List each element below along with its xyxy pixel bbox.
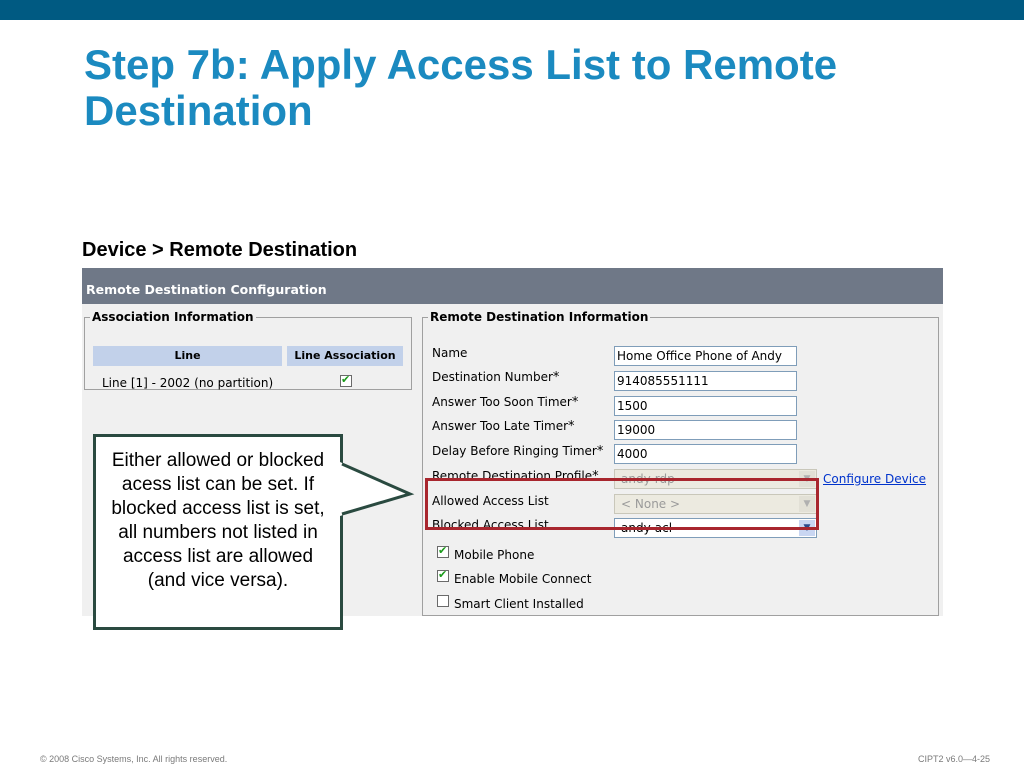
enable-mobile-connect-checkbox[interactable] <box>437 570 449 582</box>
answer-too-late-input[interactable]: 19000 <box>614 420 797 440</box>
required-marker: * <box>568 419 575 434</box>
destination-number-input[interactable]: 914085551111 <box>614 371 797 391</box>
callout-box: Either allowed or blocked acess list can be set. If blocked access list is set, all numbers not listed in access list are allowed (and vice versa). <box>93 434 343 630</box>
rdi-legend: Remote Destination Information <box>430 310 649 324</box>
col-line-header: Line <box>93 346 282 366</box>
callout-pointer <box>338 460 418 520</box>
enable-mobile-connect-label: Enable Mobile Connect <box>454 572 592 586</box>
top-bar <box>0 0 1024 20</box>
delay-before-ringing-input[interactable]: 4000 <box>614 444 797 464</box>
smart-client-installed-label: Smart Client Installed <box>454 597 584 611</box>
line-row-label: Line [1] - 2002 (no partition) <box>102 376 274 390</box>
breadcrumb: Device > Remote Destination <box>82 239 358 261</box>
remote-destination-profile-select[interactable]: andy-rdp ▼ <box>614 469 817 489</box>
copyright: © 2008 Cisco Systems, Inc. All rights reserved. <box>40 754 228 764</box>
mobile-phone-checkbox[interactable] <box>437 546 449 558</box>
association-information-group <box>84 310 412 390</box>
page-header: Remote Destination Configuration <box>82 268 943 304</box>
line-association-checkbox[interactable] <box>340 375 352 387</box>
blocked-access-list-select[interactable]: andy-acl ▼ <box>614 518 817 538</box>
required-marker: * <box>571 395 579 410</box>
allowed-access-list-select[interactable]: < None > ▼ <box>614 494 817 514</box>
smart-client-installed-checkbox[interactable] <box>437 595 449 607</box>
required-marker: * <box>596 444 604 459</box>
blocked-access-list-label: Blocked Access List <box>432 518 549 532</box>
answer-too-soon-label: Answer Too Soon Timer* <box>432 395 579 410</box>
name-input[interactable]: Home Office Phone of Andy <box>614 346 797 366</box>
required-marker: * <box>592 469 599 484</box>
chevron-down-icon: ▼ <box>799 496 815 512</box>
delay-before-ringing-label: Delay Before Ringing Timer* <box>432 444 604 459</box>
association-legend: Association Information <box>92 310 254 324</box>
remote-destination-information-group <box>422 310 939 616</box>
configure-device-link[interactable]: Configure Device <box>823 472 927 486</box>
slide-number: CIPT2 v6.0—4-25 <box>917 754 990 764</box>
access-list-highlight <box>425 478 819 530</box>
chevron-down-icon: ▼ <box>799 520 815 536</box>
name-label: Name <box>432 346 468 360</box>
remote-destination-profile-label: Remote Destination Profile* <box>432 469 599 484</box>
required-marker: * <box>552 370 560 385</box>
mobile-phone-label: Mobile Phone <box>454 548 535 562</box>
col-line-association-header: Line Association <box>287 346 403 366</box>
answer-too-soon-input[interactable]: 1500 <box>614 396 797 416</box>
destination-number-label: Destination Number* <box>432 370 560 385</box>
answer-too-late-label: Answer Too Late Timer* <box>432 419 575 434</box>
allowed-access-list-label: Allowed Access List <box>432 494 549 508</box>
slide-title: Step 7b: Apply Access List to Remote Destination <box>84 41 838 134</box>
chevron-down-icon: ▼ <box>799 471 815 487</box>
